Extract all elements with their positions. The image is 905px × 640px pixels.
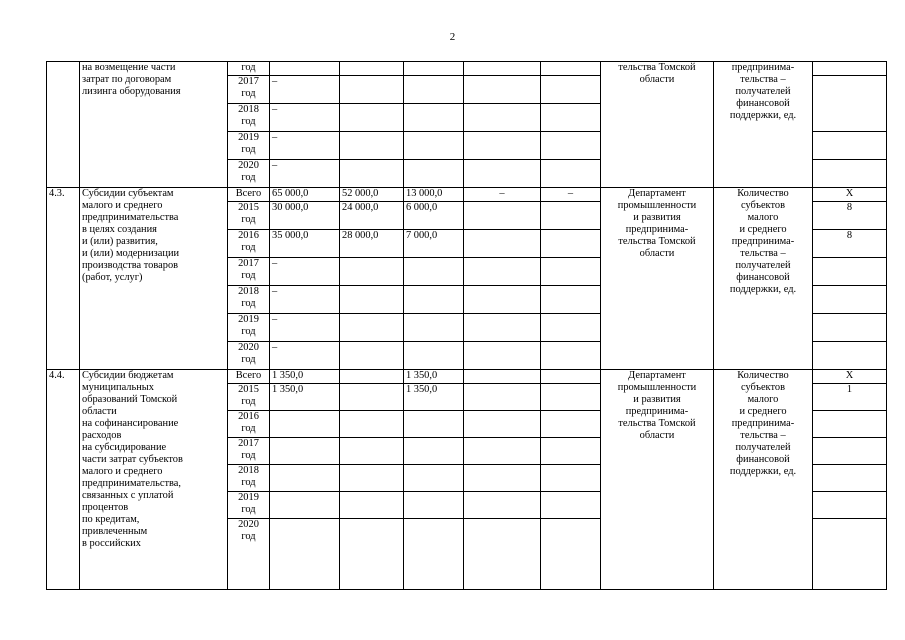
- value-cell: [404, 258, 464, 286]
- year-label: 2018: [238, 465, 259, 476]
- year-suffix: год: [241, 214, 256, 225]
- target-cell: 8: [813, 202, 887, 230]
- year-label: 2017: [238, 76, 259, 87]
- indicator-line: получателей: [735, 442, 791, 453]
- year-suffix: год: [241, 477, 256, 488]
- value-cell: –: [270, 314, 340, 342]
- value-cell: 35 000,0: [270, 230, 340, 258]
- year-cell: [228, 465, 270, 492]
- year-cell: [228, 104, 270, 132]
- value-cell: –: [270, 104, 340, 132]
- dept-line: области: [639, 430, 675, 441]
- value-cell: [464, 411, 541, 438]
- value-cell: –: [270, 286, 340, 314]
- value-cell: [404, 104, 464, 132]
- page-number: 2: [449, 31, 456, 43]
- value-cell: [541, 411, 601, 438]
- name-line: расходов: [82, 430, 122, 441]
- value-cell: [404, 465, 464, 492]
- target-cell: [813, 519, 887, 590]
- value-cell: 52 000,0: [340, 188, 404, 202]
- year-cell: [228, 62, 270, 76]
- year-label: 2017: [238, 258, 259, 269]
- value-cell: 1 350,0: [270, 370, 340, 384]
- value-cell: [464, 286, 541, 314]
- value-cell: –: [270, 132, 340, 160]
- year-suffix: год: [241, 242, 256, 253]
- value-cell: 13 000,0: [404, 188, 464, 202]
- value-cell: –: [270, 258, 340, 286]
- target-cell: [813, 314, 887, 342]
- value-cell: [541, 384, 601, 411]
- indicator-line: и среднего: [739, 406, 787, 417]
- dept-line: области: [639, 248, 675, 259]
- name-line: предпринимательства: [82, 212, 179, 223]
- year-cell: [228, 202, 270, 230]
- year-label: 2020: [238, 342, 259, 353]
- year-label: 2018: [238, 286, 259, 297]
- value-cell: [541, 202, 601, 230]
- value-cell: [464, 384, 541, 411]
- indicator-line: тельства –: [740, 430, 786, 441]
- name-line: по кредитам,: [82, 514, 140, 525]
- indicator-line: предпринима-: [731, 418, 795, 429]
- row-name-cell: [80, 188, 228, 370]
- value-cell: [404, 76, 464, 104]
- value-cell: [464, 492, 541, 519]
- target-cell: [813, 411, 887, 438]
- indicator-line: тельства –: [740, 248, 786, 259]
- value-cell: [464, 62, 541, 76]
- year-suffix: год: [241, 172, 256, 183]
- target-cell: [813, 438, 887, 465]
- value-cell: [340, 160, 404, 188]
- year-cell: [228, 160, 270, 188]
- row-number: 4.4.: [47, 370, 80, 590]
- name-line: Субсидии бюджетам: [82, 370, 174, 381]
- name-line: муниципальных: [82, 382, 154, 393]
- indicator-line: субъектов: [741, 382, 785, 393]
- year-suffix: год: [241, 326, 256, 337]
- value-cell: [541, 230, 601, 258]
- indicator-line: предпринима-: [731, 236, 795, 247]
- year-label: 2019: [238, 314, 259, 325]
- year-cell: [228, 384, 270, 411]
- dept-cell: [601, 370, 714, 590]
- name-line: на субсидирование: [82, 442, 167, 453]
- total-label: Всего: [228, 370, 270, 384]
- year-cell: [228, 76, 270, 104]
- dept-line: Департамент: [628, 188, 686, 199]
- year-suffix: год: [241, 450, 256, 461]
- target-cell: [813, 286, 887, 314]
- name-line: образований Томской: [82, 394, 178, 405]
- year-label: 2016: [238, 230, 259, 241]
- value-cell: [340, 411, 404, 438]
- value-cell: [340, 314, 404, 342]
- name-line: производства товаров: [82, 260, 179, 271]
- value-cell: [340, 465, 404, 492]
- year-suffix: год: [241, 504, 256, 515]
- name-line: связанных с уплатой: [82, 490, 174, 501]
- indicator-line: получателей: [735, 86, 791, 97]
- value-cell: [404, 160, 464, 188]
- value-cell: –: [270, 160, 340, 188]
- target-cell: [813, 62, 887, 76]
- indicator-line: малого: [747, 212, 779, 223]
- year-label: 2019: [238, 492, 259, 503]
- indicator-line: и среднего: [739, 224, 787, 235]
- value-cell: [340, 384, 404, 411]
- value-cell: [464, 370, 541, 384]
- year-cell: [228, 286, 270, 314]
- indicator-line: Количество: [737, 370, 789, 381]
- target-cell: [813, 258, 887, 286]
- value-cell: [404, 314, 464, 342]
- value-cell: [464, 438, 541, 465]
- value-cell: [464, 76, 541, 104]
- year-cell: [228, 132, 270, 160]
- value-cell: [404, 132, 464, 160]
- value-cell: 28 000,0: [340, 230, 404, 258]
- name-line: малого и среднего: [82, 466, 163, 477]
- cont-dept-cell: [601, 62, 714, 188]
- cont-indicator-cell: [714, 62, 813, 188]
- value-cell: –: [464, 188, 541, 202]
- value-cell: [404, 62, 464, 76]
- value-cell: [541, 438, 601, 465]
- year-suffix: год: [241, 62, 256, 73]
- value-cell: [404, 519, 464, 590]
- value-cell: –: [270, 342, 340, 370]
- name-line: в российских: [82, 538, 141, 549]
- year-label: 2020: [238, 519, 259, 530]
- year-suffix: год: [241, 531, 256, 542]
- name-line: в целях создания: [82, 224, 157, 235]
- indicator-cell: [714, 370, 813, 590]
- value-cell: [340, 258, 404, 286]
- program-table: [46, 61, 887, 590]
- value-cell: [541, 314, 601, 342]
- target-cell: [813, 132, 887, 160]
- cont-name-line: на возмещение части: [82, 62, 176, 73]
- value-cell: [270, 519, 340, 590]
- value-cell: [541, 342, 601, 370]
- value-cell: 24 000,0: [340, 202, 404, 230]
- value-cell: [340, 132, 404, 160]
- value-cell: [541, 76, 601, 104]
- target-cell: [813, 492, 887, 519]
- year-label: 2015: [238, 202, 259, 213]
- name-line: (работ, услуг): [82, 272, 143, 283]
- cont-name-line: затрат по договорам: [82, 74, 172, 85]
- value-cell: [340, 492, 404, 519]
- value-cell: [404, 411, 464, 438]
- cont-name-line: лизинга оборудования: [82, 86, 181, 97]
- dept-line: и развития: [633, 394, 681, 405]
- total-label: Всего: [228, 188, 270, 202]
- dept-line: предпринима-: [625, 224, 689, 235]
- target-cell: [813, 160, 887, 188]
- value-cell: [464, 258, 541, 286]
- dept-line: предпринима-: [625, 406, 689, 417]
- indicator-line: получателей: [735, 260, 791, 271]
- year-cell: [228, 258, 270, 286]
- value-cell: 6 000,0: [404, 202, 464, 230]
- value-cell: [541, 258, 601, 286]
- value-cell: [340, 62, 404, 76]
- indicator-line: малого: [747, 394, 779, 405]
- value-cell: [541, 286, 601, 314]
- year-suffix: год: [241, 270, 256, 281]
- indicator-line: финансовой: [736, 272, 790, 283]
- value-cell: 30 000,0: [270, 202, 340, 230]
- year-cell: [228, 230, 270, 258]
- value-cell: [270, 465, 340, 492]
- value-cell: [404, 342, 464, 370]
- year-label: 2017: [238, 438, 259, 449]
- cont-name-cell: [80, 62, 228, 188]
- target-cell: Х: [813, 188, 887, 202]
- value-cell: [541, 160, 601, 188]
- value-cell: [270, 411, 340, 438]
- value-cell: [541, 104, 601, 132]
- year-cell: [228, 314, 270, 342]
- name-line: на софинансирование: [82, 418, 179, 429]
- target-cell: Х: [813, 370, 887, 384]
- year-label: 2015: [238, 384, 259, 395]
- value-cell: [270, 492, 340, 519]
- value-cell: [464, 342, 541, 370]
- year-cell: [228, 492, 270, 519]
- indicator-line: тельства –: [740, 74, 786, 85]
- indicator-line: финансовой: [736, 454, 790, 465]
- value-cell: [464, 104, 541, 132]
- value-cell: [340, 104, 404, 132]
- value-cell: 7 000,0: [404, 230, 464, 258]
- name-line: процентов: [82, 502, 129, 513]
- target-cell: [813, 76, 887, 132]
- value-cell: [464, 132, 541, 160]
- value-cell: [340, 342, 404, 370]
- year-suffix: год: [241, 298, 256, 309]
- value-cell: [541, 62, 601, 76]
- dept-line: области: [639, 74, 675, 85]
- year-label: 2018: [238, 104, 259, 115]
- value-cell: 1 350,0: [270, 384, 340, 411]
- dept-line: промышленности: [617, 200, 697, 211]
- year-cell: [228, 411, 270, 438]
- value-cell: [541, 132, 601, 160]
- dept-line: тельства Томской: [618, 418, 696, 429]
- dept-line: промышленности: [617, 382, 697, 393]
- value-cell: [464, 519, 541, 590]
- year-cell: [228, 438, 270, 465]
- row-number: 4.3.: [47, 188, 80, 370]
- value-cell: [270, 62, 340, 76]
- indicator-line: поддержки, ед.: [729, 110, 797, 121]
- value-cell: [541, 370, 601, 384]
- value-cell: [464, 314, 541, 342]
- year-label: 2016: [238, 411, 259, 422]
- value-cell: –: [541, 188, 601, 202]
- value-cell: [340, 519, 404, 590]
- value-cell: [340, 76, 404, 104]
- row-name-cell: [80, 370, 228, 590]
- indicator-line: финансовой: [736, 98, 790, 109]
- target-cell: 8: [813, 230, 887, 258]
- year-cell: [228, 519, 270, 590]
- value-cell: [541, 519, 601, 590]
- value-cell: [340, 370, 404, 384]
- dept-line: Департамент: [628, 370, 686, 381]
- year-label: 2020: [238, 160, 259, 171]
- year-suffix: год: [241, 396, 256, 407]
- year-suffix: год: [241, 116, 256, 127]
- name-line: части затрат субъектов: [82, 454, 183, 465]
- target-cell: [813, 342, 887, 370]
- indicator-line: предпринима-: [731, 62, 795, 73]
- value-cell: [464, 465, 541, 492]
- value-cell: [464, 230, 541, 258]
- value-cell: 1 350,0: [404, 384, 464, 411]
- dept-cell: [601, 188, 714, 370]
- indicator-line: субъектов: [741, 200, 785, 211]
- year-suffix: год: [241, 88, 256, 99]
- name-line: предпринимательства,: [82, 478, 182, 489]
- value-cell: [270, 438, 340, 465]
- value-cell: [541, 465, 601, 492]
- indicator-line: поддержки, ед.: [729, 284, 797, 295]
- value-cell: [464, 160, 541, 188]
- target-cell: [813, 465, 887, 492]
- target-cell: 1: [813, 384, 887, 411]
- name-line: области: [82, 406, 117, 417]
- year-suffix: год: [241, 144, 256, 155]
- cont-num-cell: [47, 62, 80, 188]
- year-label: 2019: [238, 132, 259, 143]
- value-cell: [404, 438, 464, 465]
- indicator-line: Количество: [737, 188, 789, 199]
- value-cell: [464, 202, 541, 230]
- value-cell: 65 000,0: [270, 188, 340, 202]
- dept-line: и развития: [633, 212, 681, 223]
- indicator-line: поддержки, ед.: [729, 466, 797, 477]
- value-cell: [404, 492, 464, 519]
- dept-line: тельства Томской: [618, 62, 696, 73]
- dept-line: тельства Томской: [618, 236, 696, 247]
- year-suffix: год: [241, 423, 256, 434]
- name-line: и (или) развития,: [82, 236, 158, 247]
- value-cell: [541, 492, 601, 519]
- name-line: Субсидии субъектам: [82, 188, 174, 199]
- value-cell: [340, 286, 404, 314]
- value-cell: [404, 286, 464, 314]
- name-line: и (или) модернизации: [82, 248, 180, 259]
- name-line: привлеченным: [82, 526, 148, 537]
- name-line: малого и среднего: [82, 200, 163, 211]
- value-cell: –: [270, 76, 340, 104]
- value-cell: [340, 438, 404, 465]
- year-cell: [228, 342, 270, 370]
- indicator-cell: [714, 188, 813, 370]
- value-cell: 1 350,0: [404, 370, 464, 384]
- year-suffix: год: [241, 354, 256, 365]
